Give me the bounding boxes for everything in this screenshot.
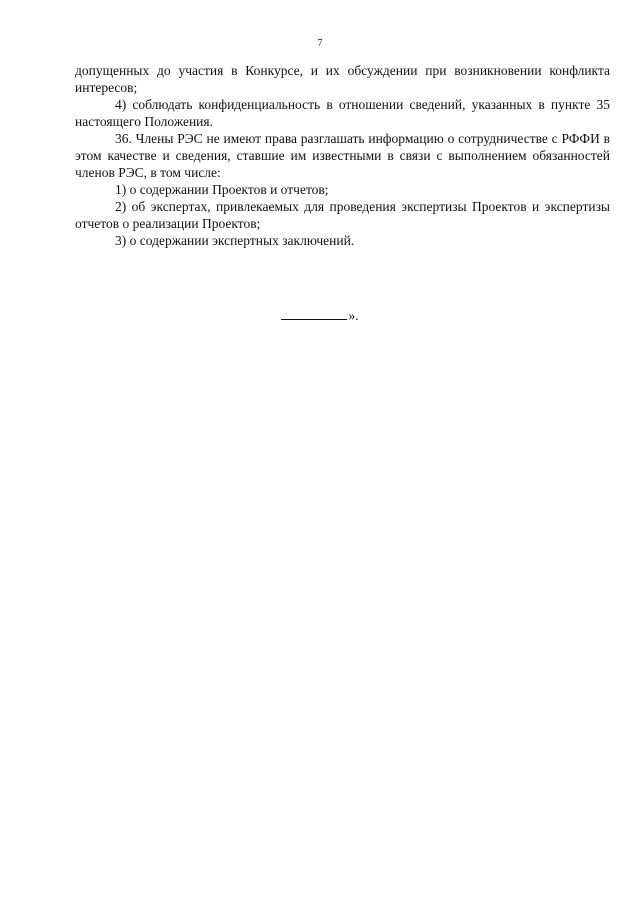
paragraph-item-2: 2) об экспертах, привлекаемых для проведения экспертизы Проектов и экспертизы отчетов о реализации Проектов; [75,199,610,231]
paragraph-item-4: 4) соблюдать конфиденциальность в отношении сведений, указанных в пункте 35 настоящего Положения. [75,97,610,129]
paragraph-clause-36: 36. Члены РЭС не имеют права разглашать информацию о сотрудничестве с РФФИ в этом качестве и сведения, ставшие им известными в связи с выполнением обязанностей членов РЭС, в том числе: [75,131,610,180]
paragraph-continuation: допущенных до участия в Конкурсе, и их обсуждении при возникновении конфликта интересов; [75,63,610,95]
closing-quote: ». [348,308,359,323]
paragraph-item-3: 3) о содержании экспертных заключений. [115,233,355,248]
document-end-mark [0,306,640,324]
document-body [75,62,610,249]
paragraph-item-1: 1) о содержании Проектов и отчетов; [115,182,329,197]
end-underline [281,306,347,320]
page-number: 7 [317,38,323,49]
